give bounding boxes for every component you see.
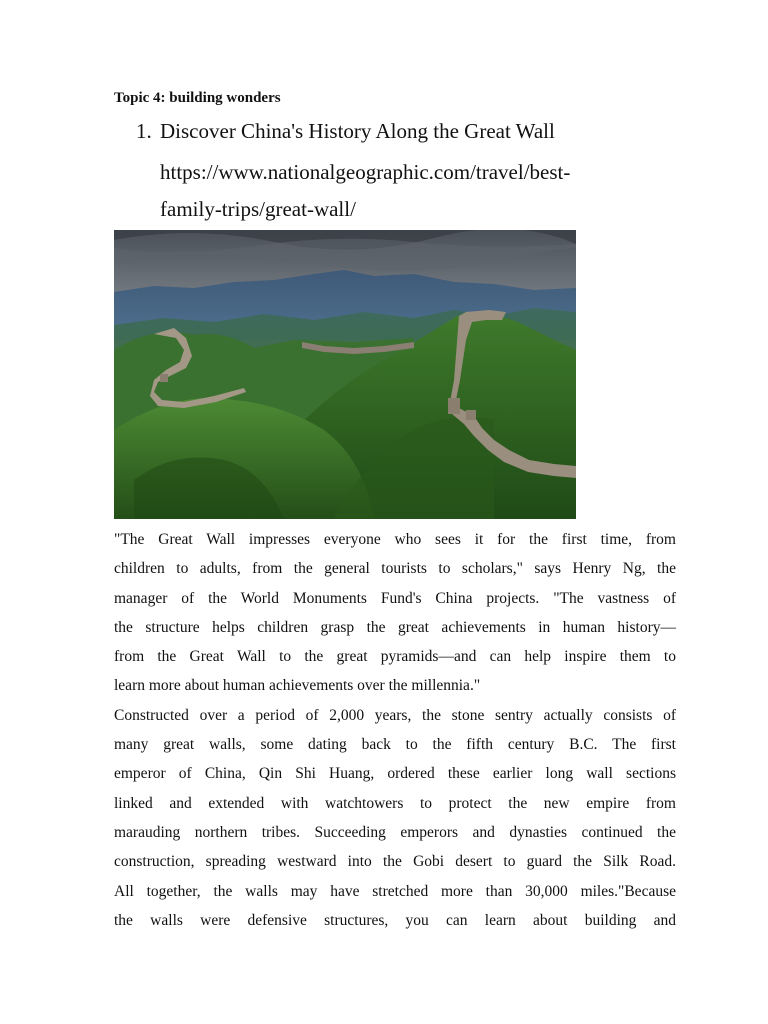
list-item-number: 1. xyxy=(136,119,152,143)
topic-heading: Topic 4: building wonders xyxy=(114,90,281,106)
body-line: the walls were defensive structures, you can learn about building and xyxy=(114,911,676,929)
list-item-title: Discover China's History Along the Great Wall xyxy=(160,119,555,143)
body-line: children to adults, from the general tourists to scholars," says Henry Ng, the xyxy=(114,560,676,578)
url-line[interactable]: https://www.nationalgeographic.com/travel/best- xyxy=(160,160,571,184)
body-line: emperor of China, Qin Shi Huang, ordered these earlier long wall sections xyxy=(114,765,676,783)
body-line: marauding northern tribes. Succeeding emperors and dynasties continued the xyxy=(114,823,676,841)
body-line: many great walls, some dating back to the fifth century B.C. The first xyxy=(114,736,676,754)
body-line: linked and extended with watchtowers to protect the new empire from xyxy=(114,794,676,812)
body-line: Constructed over a period of 2,000 years, the stone sentry actually consists of xyxy=(114,706,676,724)
body-line: All together, the walls may have stretched more than 30,000 miles."Because xyxy=(114,882,676,900)
body-line: learn more about human achievements over the millennia." xyxy=(114,677,481,695)
article-body xyxy=(114,525,676,935)
url-line[interactable]: family-trips/great-wall/ xyxy=(160,197,356,221)
body-line: from the Great Wall to the great pyramids—and can help inspire them to xyxy=(114,648,676,666)
list-item-url[interactable] xyxy=(160,154,660,228)
body-line: manager of the World Monuments Fund's China projects. "The vastness of xyxy=(114,589,676,607)
body-line: "The Great Wall impresses everyone who sees it for the first time, from xyxy=(114,531,676,548)
body-line: the structure helps children grasp the great achievements in human history— xyxy=(114,618,676,636)
great-wall-photo xyxy=(114,230,576,519)
body-line: construction, spreading westward into the Gobi desert to guard the Silk Road. xyxy=(114,853,676,871)
